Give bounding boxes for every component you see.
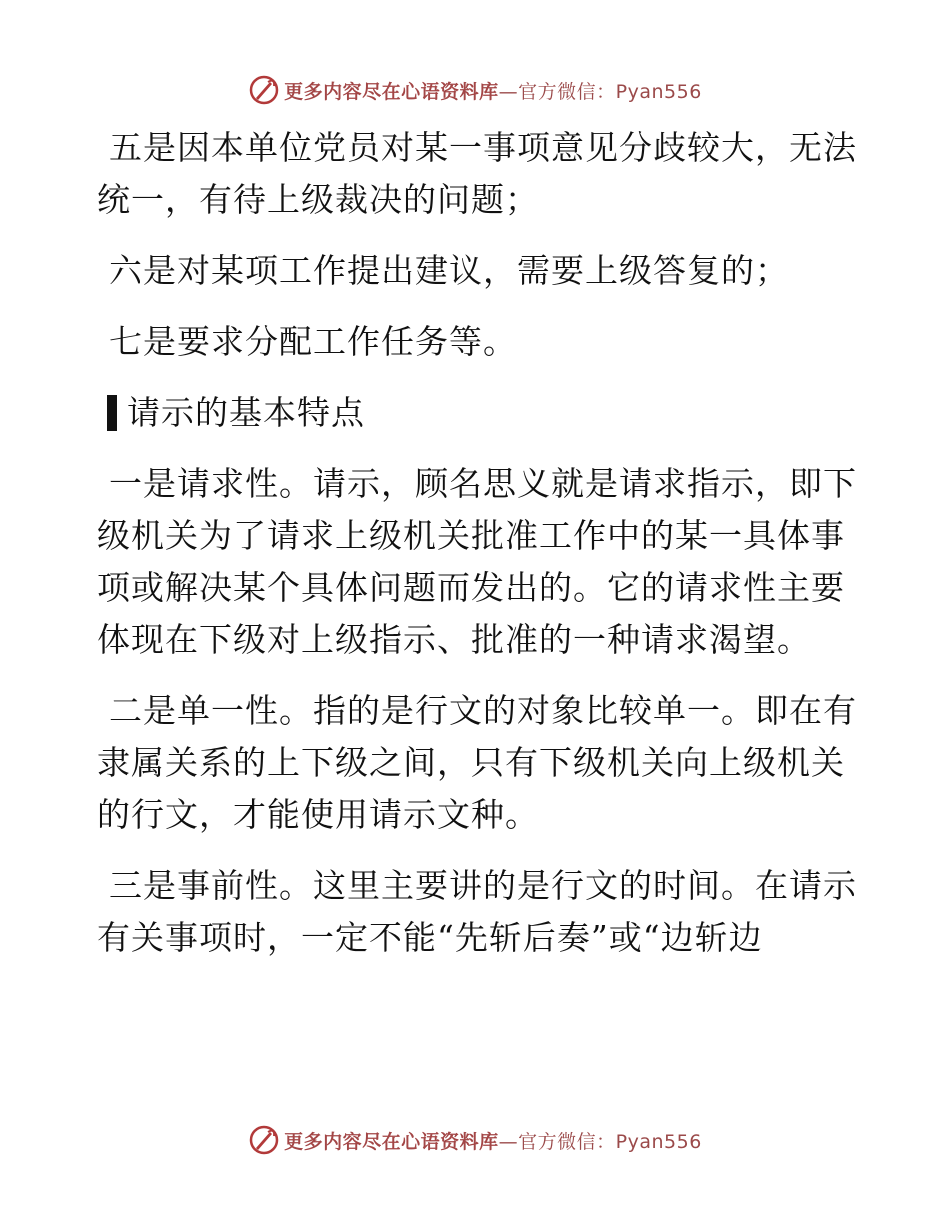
section-heading bbox=[97, 387, 857, 439]
paragraph-item-7: 七是要求分配工作任务等。 bbox=[109, 322, 517, 361]
document-body bbox=[97, 122, 857, 983]
quill-pen-logo-icon bbox=[248, 1124, 280, 1156]
section-heading-text: 请示的基本特点 bbox=[127, 393, 365, 432]
footer-banner bbox=[0, 1120, 950, 1160]
heading-bar-icon bbox=[107, 395, 117, 431]
paragraph-feature-3: 三是事前性。这里主要讲的是行文的时间。在请示有关事项时，一定不能“先斩后奏”或“边斩边 bbox=[97, 866, 857, 957]
banner-text-rest: —官方微信：Pyan556 bbox=[498, 1130, 702, 1153]
banner-text-bold: 更多内容尽在心语资料库 bbox=[284, 80, 499, 103]
banner-text-bold: 更多内容尽在心语资料库 bbox=[284, 1130, 499, 1153]
paragraph-item-6: 六是对某项工作提出建议，需要上级答复的； bbox=[109, 251, 789, 290]
banner-text-rest: —官方微信：Pyan556 bbox=[498, 80, 702, 103]
paragraph-feature-1: 一是请求性。请示，顾名思义就是请求指示，即下级机关为了请求上级机关批准工作中的某一具体事项或解决某个具体问题而发出的。它的请求性主要体现在下级对上级指示、批准的一种请求渴望。 bbox=[97, 464, 857, 659]
paragraph-item-5: 五是因本单位党员对某一事项意见分歧较大，无法统一，有待上级裁决的问题； bbox=[97, 128, 857, 219]
banner-text bbox=[284, 77, 702, 104]
paragraph-feature-2: 二是单一性。指的是行文的对象比较单一。即在有隶属关系的上下级之间，只有下级机关向上级机关的行文，才能使用请示文种。 bbox=[97, 691, 857, 834]
banner-text bbox=[284, 1127, 702, 1154]
quill-pen-logo-icon bbox=[248, 74, 280, 106]
header-banner bbox=[0, 70, 950, 110]
